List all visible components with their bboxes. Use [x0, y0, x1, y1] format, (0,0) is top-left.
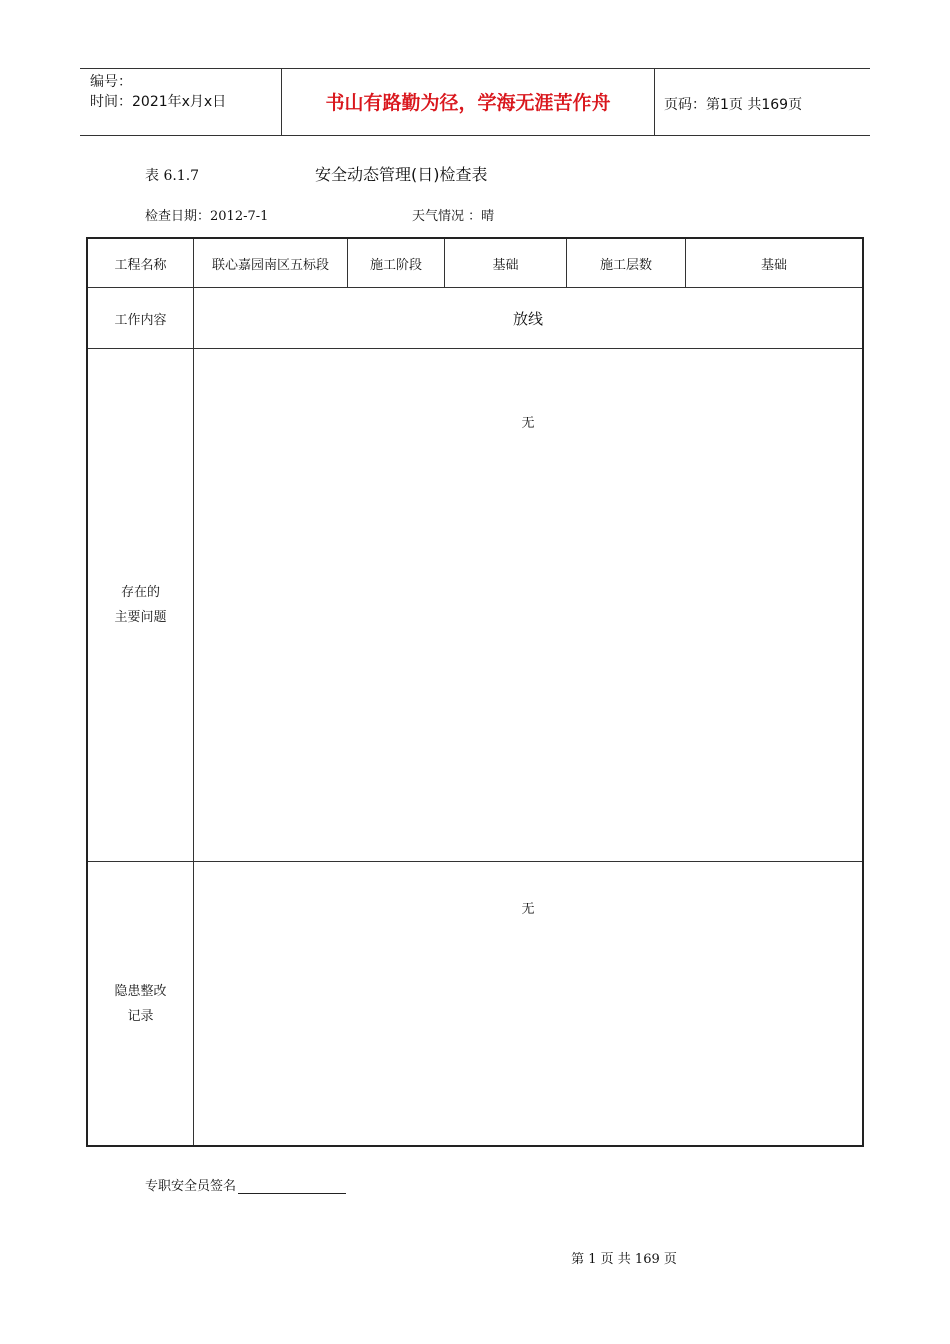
work-content-label: 工作内容 — [114, 312, 167, 328]
project-name-value: 联心嘉园南区五标段 — [211, 257, 329, 273]
construction-floors-value: 基础 — [760, 257, 787, 273]
header-bottom-rule — [80, 135, 870, 136]
document-time-label: 时间：2021年x月x日 — [90, 94, 227, 110]
form-title: 安全动态管理(日)检查表 — [315, 165, 488, 184]
rectification-label — [88, 862, 193, 1145]
header-divider-right — [654, 68, 655, 136]
work-content-value: 放线 — [512, 309, 543, 328]
safety-officer-signature — [145, 1175, 346, 1194]
construction-stage-value: 基础 — [492, 257, 519, 273]
main-issues-label-line1: 存在的 — [120, 585, 160, 600]
signature-line — [238, 1178, 346, 1194]
rectification-value: 无 — [521, 902, 535, 917]
project-name-label: 工程名称 — [114, 257, 167, 273]
rectification-label-line1: 隐患整改 — [114, 983, 167, 999]
rectification-label-line2: 记录 — [127, 1008, 154, 1024]
label-column-divider — [193, 239, 194, 1145]
header-top-rule — [80, 68, 870, 69]
header-page-info: 页码：第1页 共169页 — [664, 97, 803, 113]
weather-info: 天气情况 ：晴 — [412, 209, 495, 224]
construction-stage-label: 施工阶段 — [369, 257, 422, 273]
motto-text: 书山有路勤为径，学海无涯苦作舟 — [325, 92, 611, 114]
signature-label: 专职安全员签名 — [145, 1179, 237, 1194]
inspection-date: 检查日期：2012-7-1 — [145, 209, 269, 224]
row-divider — [88, 861, 862, 862]
construction-floors-label: 施工层数 — [599, 257, 652, 273]
table-number: 表 6.1.7 — [145, 168, 200, 184]
main-issues-label-line2: 主要问题 — [114, 610, 167, 625]
inspection-table — [86, 237, 864, 1147]
main-issues-label — [88, 349, 193, 861]
main-issues-value: 无 — [521, 416, 535, 431]
row-divider — [88, 348, 862, 349]
page-footer: 第 1 页 共 169 页 — [571, 1252, 677, 1267]
document-number-label: 编号： — [90, 74, 132, 90]
